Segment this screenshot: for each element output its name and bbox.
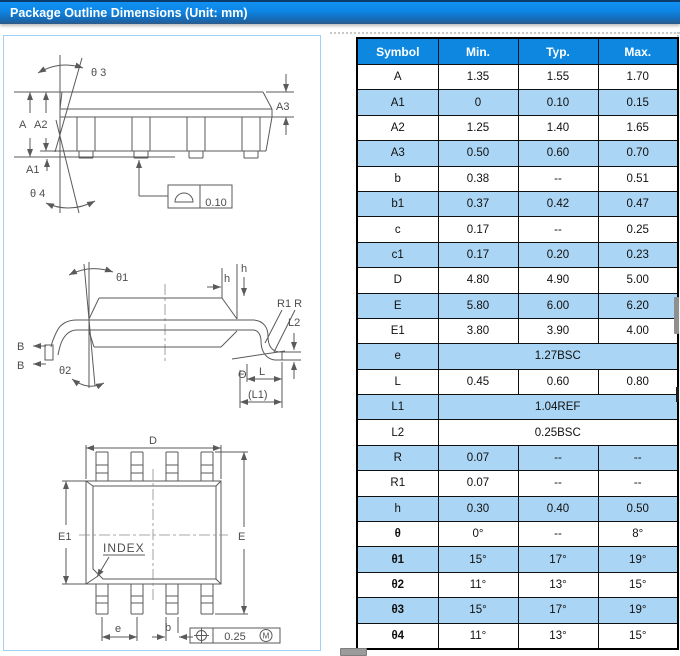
value-cell: 6.00 [518, 293, 598, 318]
table-row [357, 242, 678, 267]
table-row [357, 572, 678, 597]
value-cell: -- [598, 445, 678, 470]
table-row [357, 369, 678, 394]
table-row [357, 268, 678, 293]
column-header: Typ. [518, 38, 598, 65]
dim-e1-label: E1 [58, 531, 72, 543]
symbol-cell: θ2 [357, 572, 438, 597]
value-cell: 0.20 [518, 242, 598, 267]
value-cell: 0.30 [438, 496, 518, 521]
value-cell: 6.20 [598, 293, 678, 318]
value-cell: 4.00 [598, 318, 678, 343]
top-view-drawing [58, 435, 280, 643]
value-cell: 0.80 [598, 369, 678, 394]
mmc-letter: M [262, 631, 270, 641]
value-cell: 0.25 [598, 217, 678, 242]
package-drawing-panel [3, 35, 321, 651]
symbol-cell: A1 [357, 90, 438, 115]
value-cell: -- [518, 445, 598, 470]
value-cell: -- [518, 217, 598, 242]
value-cell: 0.60 [518, 141, 598, 166]
value-cell: 4.90 [518, 268, 598, 293]
value-cell: 0.10 [518, 90, 598, 115]
table-row [357, 496, 678, 521]
value-cell: 5.80 [438, 293, 518, 318]
value-cell: 0.70 [598, 141, 678, 166]
value-cell: 1.25 [438, 115, 518, 140]
value-cell: 11° [438, 572, 518, 597]
theta2-label: θ2 [59, 365, 72, 377]
table-row [357, 166, 678, 191]
dim-l2-label: L2 [288, 317, 301, 329]
value-cell: -- [518, 471, 598, 496]
table-row [357, 318, 678, 343]
flatness-callout [139, 160, 232, 209]
value-cell: 0.17 [438, 217, 518, 242]
table-row [357, 471, 678, 496]
value-cell: 13° [518, 572, 598, 597]
dim-l1-label: (L1) [248, 389, 268, 401]
dim-h-left-label: h [224, 273, 231, 285]
table-row [357, 445, 678, 470]
side-view-drawing [14, 55, 294, 213]
symbol-cell: b [357, 166, 438, 191]
value-cell: -- [518, 166, 598, 191]
dim-b-label: b [165, 622, 172, 634]
symbol-cell: E1 [357, 318, 438, 343]
value-cell: 3.90 [518, 318, 598, 343]
value-cell: 0.37 [438, 191, 518, 216]
value-cell: 11° [438, 623, 518, 649]
value-cell: 0.38 [438, 166, 518, 191]
value-cell: 19° [598, 547, 678, 572]
value-cell: -- [518, 522, 598, 547]
symbol-cell: L1 [357, 395, 438, 420]
value-cell: 0.60 [518, 369, 598, 394]
value-cell: 0.07 [438, 471, 518, 496]
value-cell: -- [598, 471, 678, 496]
dim-d-label: D [149, 435, 157, 447]
table-row [357, 141, 678, 166]
theta-label: Θ [238, 369, 247, 381]
dimension-table-body [357, 65, 678, 649]
theta4-label: θ 4 [30, 188, 46, 200]
value-cell: 0.51 [598, 166, 678, 191]
symbol-cell: R [357, 445, 438, 470]
symbol-cell: R1 [357, 471, 438, 496]
seating-plane-icon [175, 193, 193, 202]
symbol-cell: c [357, 217, 438, 242]
symbol-cell: θ3 [357, 598, 438, 623]
flatness-value: 0.10 [205, 197, 227, 209]
theta1-label: θ1 [116, 272, 129, 284]
table-header-row [357, 38, 678, 65]
value-cell: 15° [598, 623, 678, 649]
dimension-table [356, 37, 679, 650]
symbol-cell: L2 [357, 420, 438, 445]
dim-h-right-label: h [241, 263, 248, 275]
value-cell: 0.07 [438, 445, 518, 470]
table-row [357, 344, 678, 369]
value-cell: 19° [598, 598, 678, 623]
value-cell: 1.70 [598, 65, 678, 90]
value-cell: 1.04REF [438, 395, 678, 420]
position-tolerance-frame [190, 628, 280, 643]
value-cell: 13° [518, 623, 598, 649]
value-cell: 1.35 [438, 65, 518, 90]
symbol-cell: θ [357, 522, 438, 547]
symbol-cell: c1 [357, 242, 438, 267]
symbol-cell: A3 [357, 141, 438, 166]
position-symbol-icon [194, 628, 209, 643]
symbol-cell: θ1 [357, 547, 438, 572]
value-cell: 0.15 [598, 90, 678, 115]
theta3-label: θ 3 [91, 67, 107, 79]
symbol-cell: e [357, 344, 438, 369]
value-cell: 3.80 [438, 318, 518, 343]
table-row [357, 90, 678, 115]
dim-e-label: E [238, 531, 246, 543]
page-title: Package Outline Dimensions (Unit: mm) [10, 6, 248, 20]
symbol-cell: h [357, 496, 438, 521]
value-cell: 0° [438, 522, 518, 547]
radii-label: R1 R [277, 298, 303, 310]
package-outline-drawing [4, 36, 318, 648]
value-cell: 1.27BSC [438, 344, 678, 369]
symbol-cell: A2 [357, 115, 438, 140]
dim-l-label: L [259, 366, 266, 378]
symbol-cell: θ4 [357, 623, 438, 649]
table-row [357, 623, 678, 649]
dim-a1-label: A1 [26, 164, 40, 176]
value-cell: 0.50 [598, 496, 678, 521]
table-row [357, 65, 678, 90]
value-cell: 0.42 [518, 191, 598, 216]
scrollbar-mark [676, 387, 679, 402]
symbol-cell: A [357, 65, 438, 90]
table-row [357, 522, 678, 547]
table-row [357, 598, 678, 623]
value-cell: 4.80 [438, 268, 518, 293]
table-row [357, 217, 678, 242]
value-cell: 0 [438, 90, 518, 115]
dotted-border-top [330, 32, 680, 34]
section-cut-marker [45, 345, 53, 360]
value-cell: 0.17 [438, 242, 518, 267]
dim-a2-label: A2 [34, 119, 48, 131]
value-cell: 17° [518, 547, 598, 572]
table-row [357, 191, 678, 216]
pitch-e-label: e [115, 623, 122, 635]
table-row [357, 115, 678, 140]
value-cell: 15° [598, 572, 678, 597]
section-b-bottom-label: B [17, 360, 25, 372]
section-header-bar [0, 0, 680, 24]
value-cell: 1.65 [598, 115, 678, 140]
value-cell: 1.40 [518, 115, 598, 140]
mmc-modifier-icon [260, 630, 272, 642]
symbol-cell: E [357, 293, 438, 318]
value-cell: 15° [438, 547, 518, 572]
value-cell: 0.25BSC [438, 420, 678, 445]
value-cell: 0.23 [598, 242, 678, 267]
vertical-scrollbar-thumb[interactable] [674, 297, 679, 334]
value-cell: 0.40 [518, 496, 598, 521]
table-row [357, 547, 678, 572]
value-cell: 5.00 [598, 268, 678, 293]
section-b-top-label: B [17, 341, 25, 353]
value-cell: 15° [438, 598, 518, 623]
index-label: INDEX [103, 541, 145, 555]
table-row [357, 420, 678, 445]
symbol-cell: L [357, 369, 438, 394]
value-cell: 1.55 [518, 65, 598, 90]
value-cell: 0.50 [438, 141, 518, 166]
value-cell: 0.45 [438, 369, 518, 394]
column-header: Max. [598, 38, 678, 65]
dim-a-label: A [19, 119, 27, 131]
table-row [357, 395, 678, 420]
column-header: Min. [438, 38, 518, 65]
value-cell: 8° [598, 522, 678, 547]
symbol-cell: D [357, 268, 438, 293]
column-header: Symbol [357, 38, 438, 65]
symbol-cell: b1 [357, 191, 438, 216]
tolerance-value: 0.25 [224, 631, 246, 643]
dim-a3-label: A3 [276, 101, 290, 113]
value-cell: 17° [518, 598, 598, 623]
value-cell: 0.47 [598, 191, 678, 216]
table-row [357, 293, 678, 318]
lead-detail-drawing [17, 262, 302, 408]
